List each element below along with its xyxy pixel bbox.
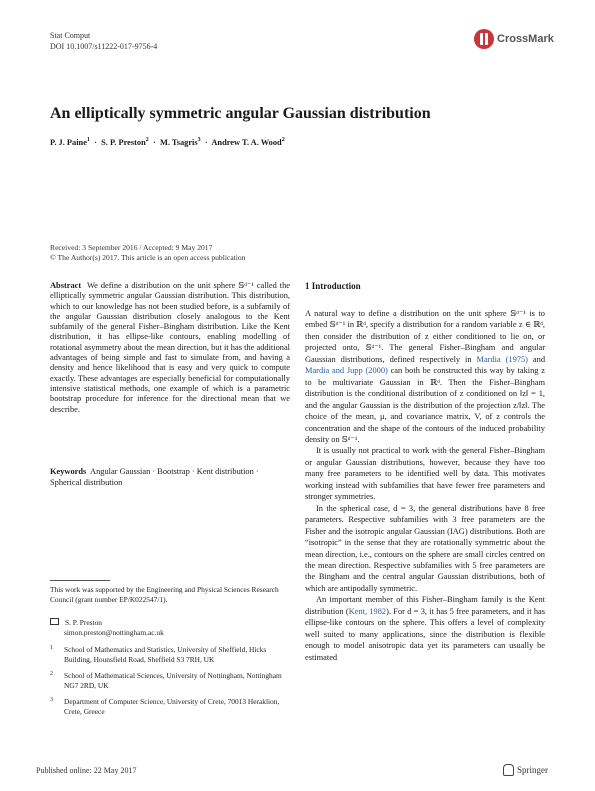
abstract-label: Abstract	[50, 281, 82, 290]
affiliation-number: 2	[50, 671, 53, 677]
crossmark-label: CrossMark	[497, 33, 554, 45]
author-affiliation-mark: 2	[145, 137, 149, 143]
paragraph-text: A natural way to define a distribution on the unit sphere 𝕊ᵈ⁻¹ is to embed 𝕊ᵈ⁻¹ in ℝᵈ, specify a distribution for a random variable z ∈ ℝᵈ, then consider the distribution of z either conditioned to lie on, or projected onto, 𝕊ᵈ⁻¹. The general Fisher–Bingham and angular Gaussian distributions, defined respectively in	[305, 309, 545, 364]
corresponding-author: S. P. Preston	[65, 618, 102, 627]
author-affiliation-mark: 3	[197, 137, 201, 143]
author-name: P. J. Paine	[50, 137, 87, 147]
author-affiliation-mark: 2	[281, 137, 285, 143]
paragraph-text: can both be constructed this way by taking z to be multivariate Gaussian in ℝᵈ. Then the Fisher–Bingham distribution is the conditional distribution of z conditioned on ‖z‖ = 1, and the angular Gaussian is the distribution of the projection z/‖z‖. The choice of the mean, μ, and covariance matrix, V, of z controls the concentration and the shape of the contours of the induced probability density on 𝕊ᵈ⁻¹.	[305, 366, 545, 444]
article-title: An elliptically symmetric angular Gaussian distribution	[50, 105, 431, 122]
keywords-text: Angular Gaussian · Bootstrap · Kent distribution · Spherical distribution	[50, 467, 259, 487]
publisher-name: Springer	[517, 765, 548, 775]
crossmark-icon	[474, 29, 494, 49]
crossmark-badge[interactable]	[474, 27, 559, 51]
publisher-logo	[503, 764, 548, 776]
envelope-icon	[50, 618, 59, 625]
corresponding-email[interactable]: simon.preston@nottingham.ac.uk	[64, 627, 164, 637]
paragraph	[305, 308, 545, 445]
citation-link[interactable]: Kent, 1982	[348, 606, 387, 616]
author-name: Andrew T. A. Wood	[211, 137, 282, 147]
affiliation-text: School of Mathematical Sciences, University of Nottingham, Nottingham NG7 2RD, UK	[64, 671, 282, 690]
author-name: S. P. Preston	[101, 137, 146, 147]
paragraph-text: ). For d = 3, it has 5 free parameters, and it has ellipse-like contours on the sphere. This offers a level of complexity well suited to many applications, since the distribution is flexible enough to model anisotropic data yet its parameters can usually be estimated	[305, 606, 546, 662]
doi[interactable]: DOI 10.1007/s11222-017-9756-4	[50, 42, 158, 51]
abstract	[50, 281, 290, 415]
received-accepted: Received: 3 September 2016 / Accepted: 9 May 2017	[50, 243, 213, 252]
springer-horse-icon	[503, 764, 514, 776]
published-date: Published online: 22 May 2017	[36, 766, 137, 775]
introduction-body	[305, 308, 545, 663]
journal-name: Stat Comput	[50, 31, 91, 40]
author-name: M. Tsagris	[159, 137, 198, 147]
affiliation-number: 3	[50, 697, 53, 703]
paragraph: In the spherical case, d = 3, the general distributions have 8 free parameters. Respective subfamilies with 3 free parameters are the Fisher and the isotropic angular Gaussian (IAG) distributions. Both are “isotropic” in the sense that they are rotationally symmetric about the mean direction, i.e., contours on the sphere are small circles centred on the mean direction. Respective subfamilies with 5 free parameters are the Bingham and the central angular Gaussian distributions, both of which are antipodally symmetric.	[305, 503, 545, 593]
abstract-text: We define a distribution on the unit sphere 𝕊ᵈ⁻¹ called the elliptically symmetric angular Gaussian distribution. This distribution, which to our knowledge has not been studied before, is a subfamily of the angular Gaussian distribution closely analogous to the Kent subfamily of the general Fisher–Bingham distribution. Like the Kent distribution, it has ellipse-like contours, enabling modelling of rotational asymmetry about the mean direction, but it has the additional advantages of being simple and fast to simulate from, and having a density and hence likelihood that is easy and very quick to compute exactly. These advantages are especially beneficial for computationally intensive statistical methods, one example of which is a parametric bootstrap procedure for inference for the directional mean that we describe.	[50, 281, 290, 414]
paragraph: It is usually not practical to work with the general Fisher–Bingham or angular Gaussian distributions, however, because they have too many free parameters to be identified well by data. This motivates working instead with subfamilies that have fewer free parameters and stronger symmetries.	[305, 446, 545, 502]
funding-note: This work was supported by the Engineering and Physical Sciences Research Council (grant number EP/K022547/1).	[50, 585, 279, 604]
affiliation-text: School of Mathematics and Statistics, University of Sheffield, Hicks Building, Hounsfield Road, Sheffield S3 7RH, UK	[64, 645, 267, 664]
affiliation-number: 1	[50, 645, 53, 651]
keywords	[50, 467, 290, 488]
author-affiliation-mark: 1	[86, 137, 90, 143]
footnote-divider	[50, 580, 110, 581]
paragraph	[305, 594, 545, 663]
paragraph-text: An important member of this Fisher–Bingham family is the Kent distribution (	[305, 595, 545, 616]
section-heading: 1 Introduction	[305, 281, 361, 291]
paragraph-text: and	[527, 354, 546, 364]
citation-link[interactable]: Mardia and Jupp (2000)	[305, 366, 388, 376]
citation-link[interactable]: Mardia (1975)	[476, 354, 528, 364]
keywords-label: Keywords	[50, 467, 87, 476]
correspondence	[50, 618, 164, 637]
author-list: P. J. Paine$^1$ · S. P. Preston$^2$ · M. Tsagris$^3$ · Andrew T. A. Wood$^2$	[50, 137, 285, 147]
article-dates	[50, 243, 246, 263]
copyright-notice: © The Author(s) 2017. This article is an open access publication	[50, 253, 246, 262]
affiliation-text: Department of Computer Science, University of Crete, 70013 Heraklion, Crete, Greece	[64, 697, 280, 716]
